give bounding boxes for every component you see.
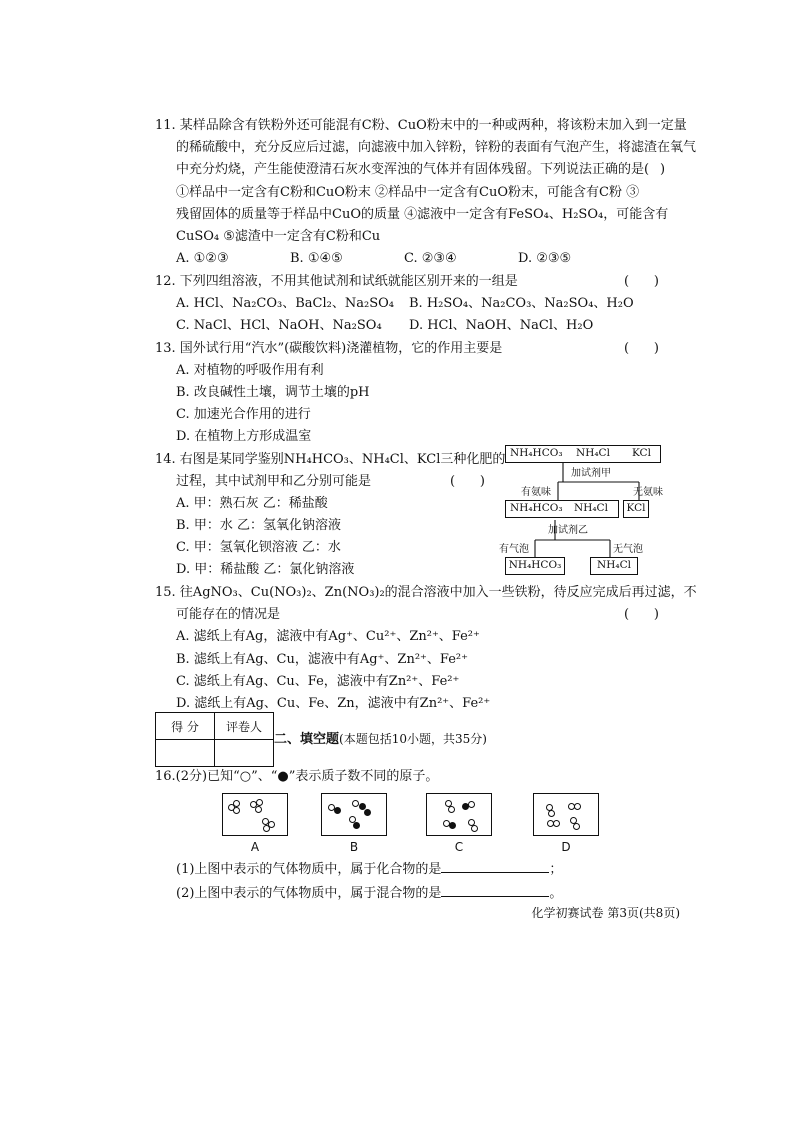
q14-option-a: A. 甲：熟石灰 乙：稀盐酸 [176, 496, 328, 511]
molecule-label-b: B [349, 840, 359, 854]
q11-option-c: C. ②③④ [404, 251, 457, 266]
q11-line-2: 的稀硫酸中，充分反应后过滤，向滤液中加入锌粉，锌粉的表面有气泡产生，将滤渣在氧气 [176, 140, 697, 155]
q15-option-a: A. 滤纸上有Ag，滤液中有Ag⁺、Cu²⁺、Zn²⁺、Fe²⁺ [176, 629, 480, 644]
flow-reagent-2-label: 加试剂乙 [548, 525, 588, 536]
black-atom [353, 822, 360, 829]
score-table [155, 712, 274, 767]
molecule-label-c: C [454, 840, 464, 854]
q12-stem: 12. 下列四组溶液，不用其他试剂和试纸就能区别开来的一组是 [155, 274, 518, 289]
q11-line-6: CuSO₄ ⑤滤渣中一定含有C粉和Cu [176, 229, 381, 244]
q14-option-d: D. 甲：稀盐酸 乙：氯化钠溶液 [176, 562, 355, 577]
q12-option-d: D. HCl、NaOH、NaCl、H₂O [409, 318, 594, 333]
q14-option-c: C. 甲：氢氧化钡溶液 乙：水 [176, 540, 341, 555]
flow-mid-nh4hco3: NH₄HCO₃ [510, 502, 563, 514]
flow-bubbles-label: 有气泡 [499, 544, 529, 555]
white-atom [233, 800, 240, 807]
q15-option-d: D. 滤纸上有Ag、Cu、Fe、Zn，滤液中有Zn²⁺、Fe²⁺ [176, 696, 491, 711]
q16-sub-2-text: (2)上图中表示的气体物质中，属于混合物的是 [176, 886, 442, 901]
flow-bottom-right-box [590, 557, 638, 575]
q15-line-2: 可能存在的情况是 [176, 607, 281, 622]
q12-option-c: C. NaCl、HCl、NaOH、Na₂SO₄ [176, 318, 382, 333]
white-atom [573, 823, 580, 830]
q13-answer-paren: ( ) [624, 341, 659, 356]
flow-mid-nh4cl: NH₄Cl [574, 502, 608, 514]
grader-header: 评卷人 [215, 713, 274, 740]
q16-sub-2-answer-blank[interactable] [441, 882, 549, 897]
q16-sub-1-answer-blank[interactable] [441, 858, 549, 873]
black-atom [449, 822, 456, 829]
section-2-note: (本题包括10小题，共35分) [339, 732, 487, 746]
score-cell[interactable] [156, 740, 215, 767]
molecule-box-a [222, 793, 288, 836]
q16-sub-1 [176, 858, 562, 880]
flow-bottom-left-box [505, 557, 565, 575]
white-atom [263, 825, 270, 832]
grader-cell[interactable] [215, 740, 274, 767]
white-atom [255, 806, 262, 813]
q13-option-b: B. 改良碱性土壤，调节土壤的pH [176, 385, 370, 400]
white-atom [468, 801, 475, 808]
q12-option-a: A. HCl、Na₂CO₃、BaCl₂、Na₂SO₄ [176, 296, 394, 311]
q15-line-1: 15. 往AgNO₃、Cu(NO₃)₂、Zn(NO₃)₂的混合溶液中加入一些铁粉，待反应完成后再过滤，不 [155, 585, 697, 600]
q12-answer-paren: ( ) [624, 274, 659, 289]
flow-top-nh4hco3: NH₄HCO₃ [510, 447, 563, 459]
molecule-label-d: D [561, 840, 571, 854]
q16-sub-1-end: ； [549, 862, 563, 877]
black-atom [334, 807, 341, 814]
q14-line-1: 14. 右图是某同学鉴别NH₄HCO₃、NH₄Cl、KCl三种化肥的 [155, 452, 506, 467]
page-footer: 化学初赛试卷 第3页(共8页) [531, 906, 680, 920]
flow-bottom-nh4cl: NH₄Cl [597, 559, 631, 571]
white-atom [233, 807, 240, 814]
section-2-title: 二、填空题 [274, 732, 340, 747]
q11-line-3: 中充分灼烧，产生能使澄清石灰水变浑浊的气体并有固体残留。下列说法正确的是( [176, 162, 650, 177]
flow-kcl-box [623, 500, 649, 518]
white-atom [448, 806, 455, 813]
flow-ammonia-smell-label: 有氨味 [521, 487, 551, 498]
white-atom [471, 825, 478, 832]
q11-paren-close: ) [660, 162, 666, 177]
white-atom [256, 799, 263, 806]
q13-stem: 13. 国外试行用“汽水”(碳酸饮料)浇灌植物，它的作用主要是 [155, 341, 503, 356]
q11-option-a: A. ①②③ [176, 251, 229, 266]
flow-kcl-label: KCl [626, 502, 646, 514]
q12-option-b: B. H₂SO₄、Na₂CO₃、Na₂SO₄、H₂O [409, 296, 634, 311]
q11-option-b: B. ①④⑤ [290, 251, 343, 266]
q14-line-2: 过程，其中试剂甲和乙分别可能是 [176, 474, 372, 489]
white-atom [548, 810, 555, 817]
black-atom [364, 809, 371, 816]
flow-top-box [505, 445, 661, 463]
q16-sub-2 [176, 882, 562, 904]
q16-sub-2-end: 。 [549, 886, 563, 901]
q14-option-b: B. 甲：水 乙：氢氧化钠溶液 [176, 518, 341, 533]
q13-option-c: C. 加速光合作用的进行 [176, 407, 311, 422]
q13-option-d: D. 在植物上方形成温室 [176, 429, 312, 444]
flow-top-nh4cl: NH₄Cl [576, 447, 610, 459]
q11-line-4: ①样品中一定含有C粉和CuO粉末 ②样品中一定含有CuO粉末，可能含有C粉 ③ [176, 185, 640, 200]
q13-option-a: A. 对植物的呼吸作用有利 [176, 363, 324, 378]
q16-sub-1-text: (1)上图中表示的气体物质中，属于化合物的是 [176, 862, 442, 877]
molecule-box-d [533, 793, 599, 836]
white-atom [553, 820, 560, 827]
section-2-heading [274, 728, 487, 747]
q15-option-b: B. 滤纸上有Ag、Cu，滤液中有Ag⁺、Zn²⁺、Fe²⁺ [176, 652, 468, 667]
q14-answer-paren: ( ) [450, 474, 485, 489]
q11-line-1: 11. 某样品除含有铁粉外还可能混有C粉、CuO粉末中的一种或两种，将该粉末加入到一定量 [155, 118, 687, 133]
molecule-label-a: A [250, 840, 260, 854]
q11-option-d: D. ②③⑤ [518, 251, 572, 266]
q15-answer-paren: ( ) [624, 607, 659, 622]
flow-bottom-nh4hco3: NH₄HCO₃ [508, 559, 562, 571]
flow-middle-box [505, 500, 619, 518]
flow-reagent-1-label: 加试剂甲 [571, 468, 611, 479]
q16-stem: 16.(2分)已知“○”、“●”表示质子数不同的原子。 [155, 769, 439, 784]
score-header: 得 分 [156, 713, 215, 740]
flow-no-bubbles-label: 无气泡 [613, 544, 643, 555]
q15-option-c: C. 滤纸上有Ag、Cu、Fe，滤液中有Zn²⁺、Fe²⁺ [176, 674, 460, 689]
white-atom [352, 800, 359, 807]
flow-no-ammonia-label: 无氨味 [633, 487, 663, 498]
white-atom [574, 803, 581, 810]
molecule-box-c [426, 793, 492, 836]
molecule-box-b [321, 793, 387, 836]
flow-top-kcl: KCl [632, 447, 651, 459]
q11-line-5: 残留固体的质量等于样品中CuO的质量 ④滤液中一定含有FeSO₄、H₂SO₄，可能含有 [176, 207, 669, 222]
